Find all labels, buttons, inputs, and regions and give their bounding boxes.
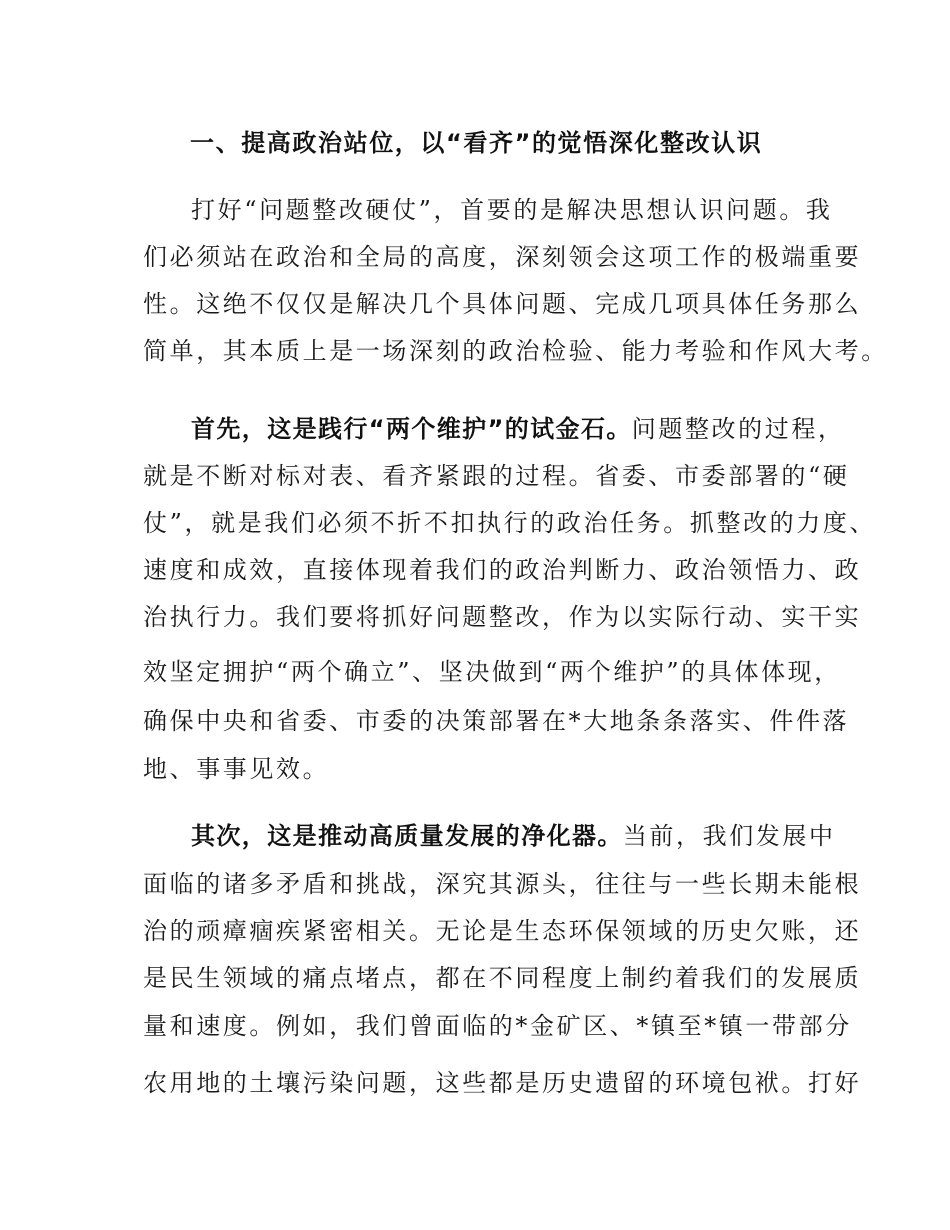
paragraph-2-line-2: 就是不断对标对表、看齐紧跟的过程。省委、市委部署的“硬 [143, 462, 850, 490]
paragraph-2-line-4: 速度和成效，直接体现着我们的政治判断力、政治领悟力、政 [143, 556, 862, 584]
paragraph-1-line-2: 们必须站在政治和全局的高度，深刻领会这项工作的极端重要 [143, 243, 862, 271]
section-heading: 一、提高政治站位，以“看齐”的觉悟深化整改认识 [190, 129, 763, 157]
paragraph-3-lead: 其次，这是推动高质量发展的净化器。 [191, 822, 623, 850]
paragraph-2-first-rest: 问题整改的过程， [631, 415, 845, 443]
paragraph-2-line-7: 确保中央和省委、市委的决策部署在*大地条条落实、件件落 [143, 707, 850, 735]
paragraph-3-line-3: 治的顽瘴痼疾紧密相关。无论是生态环保领域的历史欠账，还 [143, 917, 862, 945]
paragraph-3-line-6: 农用地的土壤污染问题，这些都是历史遗留的环境包袱。打好 [143, 1069, 862, 1097]
paragraph-2-line-3: 仗”，就是我们必须不折不扣执行的政治任务。抓整改的力度、 [143, 509, 877, 537]
paragraph-3-line-1 [191, 820, 836, 852]
paragraph-3-line-4: 是民生领域的痛点堵点，都在不同程度上制约着我们的发展质 [143, 964, 862, 992]
paragraph-1-line-4: 简单，其本质上是一场深刻的政治检验、能力考验和作风大考。 [143, 337, 888, 365]
paragraph-3-first-rest: 当前，我们发展中 [622, 822, 836, 850]
paragraph-2-line-8: 地、事事见效。 [143, 755, 330, 783]
paragraph-2-line-1 [191, 413, 845, 445]
paragraph-3-line-5: 量和速度。例如，我们曾面临的*金矿区、*镇至*镇一带部分 [143, 1012, 852, 1040]
paragraph-2-line-6: 效坚定拥护“两个确立”、坚决做到“两个维护”的具体体现， [143, 658, 841, 686]
paragraph-2-line-5: 治执行力。我们要将抓好问题整改，作为以实际行动、实干实 [143, 603, 862, 631]
paragraph-1-line-3: 性。这绝不仅仅是解决几个具体问题、完成几项具体任务那么 [143, 290, 862, 318]
paragraph-1-line-1: 打好“问题整改硬仗”，首要的是解决思想认识问题。我 [191, 196, 833, 224]
paragraph-3-line-2: 面临的诸多矛盾和挑战，深究其源头，往往与一些长期未能根 [143, 870, 862, 898]
paragraph-2-lead: 首先，这是践行“两个维护”的试金石。 [191, 415, 632, 443]
